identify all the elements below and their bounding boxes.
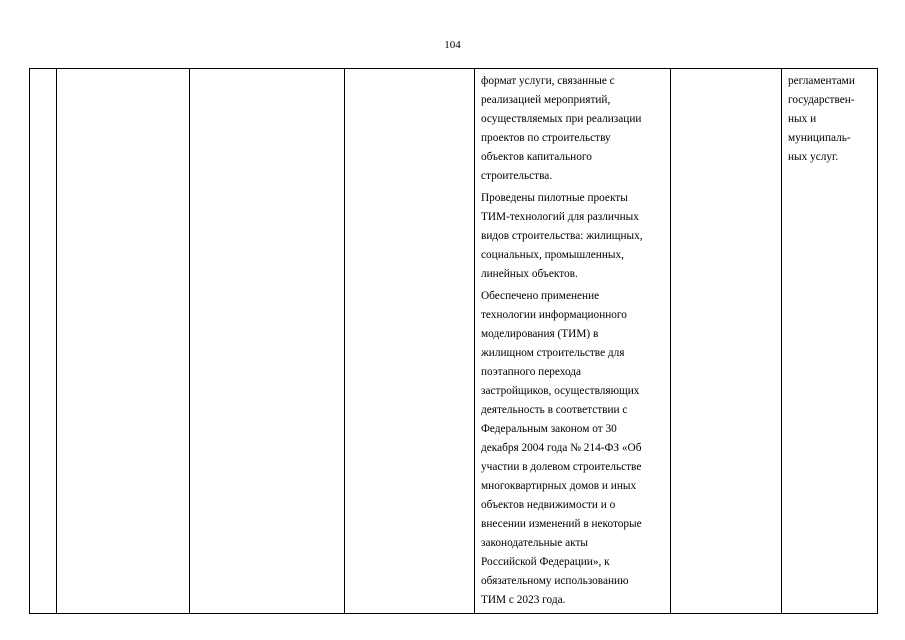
results-paragraph-2: Проведены пилотные проекты ТИМ-технологий для различных видов строительства: жилищных, социальных, промышленных, линейных объектов.	[481, 192, 643, 280]
results-paragraph-1: формат услуги, связанные с реализацией мероприятий, осуществляемых при реализации проектов по строительству объектов капитального строительства.	[481, 75, 642, 182]
number-cell	[30, 69, 57, 614]
empty-cell-2	[190, 69, 345, 614]
table-row	[30, 69, 878, 614]
document-table	[29, 68, 878, 614]
empty-cell-3	[345, 69, 475, 614]
page-number: 104	[444, 39, 461, 51]
empty-cell-1	[57, 69, 190, 614]
regulations-cell	[782, 69, 878, 614]
results-paragraph-3: Обеспечено применение технологии информационного моделирования (ТИМ) в жилищном строительстве для поэтапного перехода застройщиков, осуществляющих деятельность в соответствии с Федеральным законом от 30 декабря 2004 года № 214-ФЗ «Об участии в долевом строительстве многоквартирных домов и иных объектов недвижимости и о внесении изменений в некоторые законодательные акты Российской Федерации», к обязательному использованию ТИМ с 2023 года.	[481, 290, 642, 606]
empty-cell-4	[671, 69, 782, 614]
regulations-text: регламентами государствен- ных и муниципаль- ных услуг.	[788, 75, 855, 163]
results-cell	[475, 69, 671, 614]
